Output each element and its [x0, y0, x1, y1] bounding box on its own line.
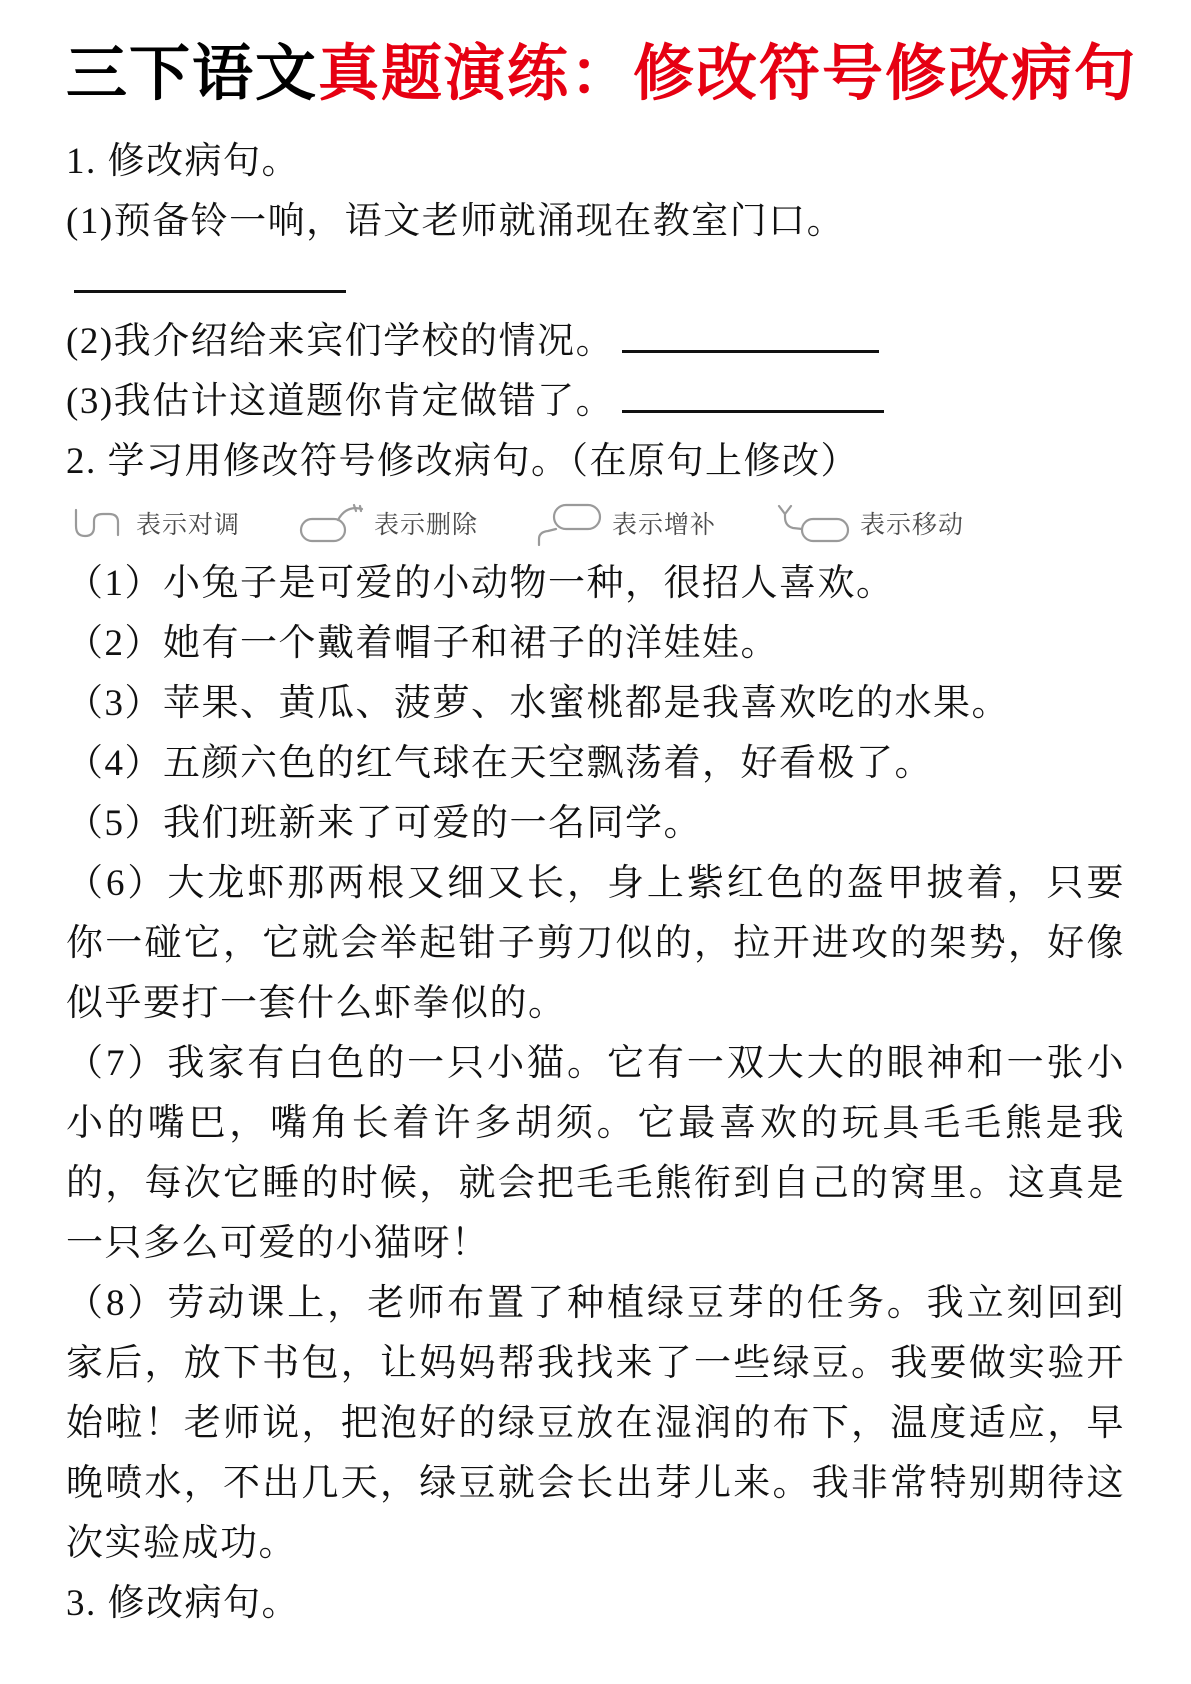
legend-label-swap: 表示对调 — [136, 511, 241, 540]
section1-item-3 — [66, 372, 1125, 432]
section2-heading: 2. 学习用修改符号修改病句。（在原句上修改） — [66, 441, 859, 483]
legend-label-insert: 表示增补 — [612, 511, 717, 540]
swap-symbol-icon — [72, 503, 130, 543]
delete-symbol-icon — [298, 502, 368, 544]
page-title-prefix: 三下语文 — [66, 41, 319, 108]
section2-item-1: （1）小兔子是可爱的小动物一种，很招人喜欢。 — [66, 563, 895, 605]
legend-item-insert — [536, 500, 716, 546]
section2-item-3: （3）苹果、黄瓜、菠萝、水蜜桃都是我喜欢吃的水果。 — [66, 683, 1010, 725]
section2-item-8: （8）劳动课上，老师布置了种植绿豆芽的任务。我立刻回到家后，放下书包，让妈妈帮我找来了一些绿豆。我要做实验开始啦！老师说，把泡好的绿豆放在湿润的布下，温度适应，早晚喷水，不出几天，绿豆就会长出芽儿来。我非常特别期待这次实验成功。 — [66, 1283, 1125, 1565]
page-title-highlight: 真题演练：修改符号修改病句 — [318, 41, 1138, 108]
section2-item-5: （5）我们班新来了可爱的一名同学。 — [66, 803, 702, 845]
page-title — [66, 40, 1138, 110]
section2-item-7: （7）我家有白色的一只小猫。它有一双大大的眼神和一张小小的嘴巴，嘴角长着许多胡须。它最喜欢的玩具毛毛熊是我的，每次它睡的时候，就会把毛毛熊衔到自己的窝里。这真是一只多么可爱的小猫呀！ — [66, 1043, 1125, 1265]
section2-item-6: （6）大龙虾那两根又细又长，身上紫红色的盔甲披着，只要你一碰它，它就会举起钳子剪刀似的，拉开进攻的架势，好像似乎要打一套什么虾拳似的。 — [66, 863, 1125, 1025]
section1-item-1-text: (1)预备铃一响，语文老师就涌现在教室门口。 — [66, 201, 846, 243]
legend-item-delete — [298, 502, 478, 544]
legend-item-move — [774, 502, 964, 544]
section1-heading: 1. 修改病句。 — [66, 141, 300, 183]
section1-item-1 — [66, 192, 1125, 312]
section2-item-2: （2）她有一个戴着帽子和裙子的洋娃娃。 — [66, 623, 779, 665]
correction-symbols-legend — [72, 492, 1125, 554]
answer-blank — [74, 260, 346, 293]
legend-item-swap — [72, 503, 240, 543]
answer-blank — [622, 320, 879, 353]
section2-item-4: （4）五颜六色的红气球在天空飘荡着，好看极了。 — [66, 743, 933, 785]
move-symbol-icon — [774, 502, 854, 544]
insert-symbol-icon — [536, 500, 606, 546]
section1-item-3-text: (3)我估计这道题你肯定做错了。 — [66, 381, 615, 423]
section3-heading: 3. 修改病句。 — [66, 1583, 300, 1625]
section1-item-2-text: (2)我介绍给来宾们学校的情况。 — [66, 321, 615, 363]
legend-label-move: 表示移动 — [860, 511, 965, 540]
answer-blank — [622, 380, 884, 413]
legend-label-delete: 表示删除 — [374, 511, 479, 540]
section1-item-2 — [66, 312, 1125, 372]
